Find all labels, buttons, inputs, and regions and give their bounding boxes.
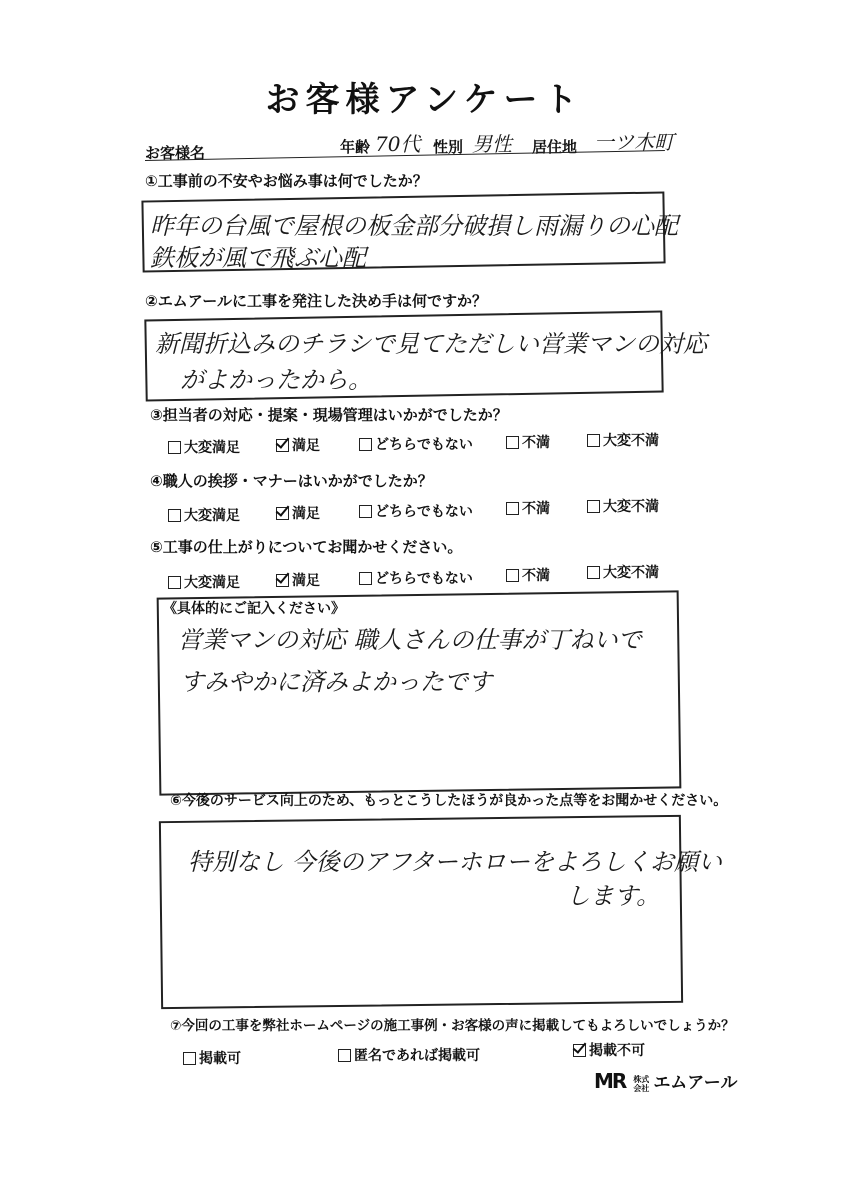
age-value: 70代 <box>375 132 421 156</box>
checkbox-icon <box>359 438 372 451</box>
checkbox-icon <box>506 436 519 449</box>
q1-answer-line-2: 鉄板が風で飛ぶ心配 <box>150 244 366 272</box>
checkbox-icon <box>587 566 600 579</box>
company-name: エムアール <box>653 1073 738 1093</box>
q6-answer-line-2: します。 <box>566 882 661 910</box>
company-logo <box>594 1068 737 1093</box>
checkbox-icon <box>506 502 519 515</box>
q5-option-dissatisfied[interactable]: 不満 <box>506 565 550 585</box>
q3-option-dissatisfied[interactable]: 不満 <box>506 432 550 452</box>
q2-question: ②エムアールに工事を発注した決め手は何ですか？ <box>145 292 487 310</box>
age-label: 年齢 <box>340 138 371 156</box>
checked-checkbox-icon <box>276 439 289 452</box>
q6-question: ⑥今後のサービス向上のため、もっとこうしたほうが良かった点等をお聞かせください。 <box>170 793 728 809</box>
q7-option-anonymous[interactable]: 匿名であれば掲載可 <box>338 1045 480 1065</box>
checkbox-icon <box>168 441 181 454</box>
q4-option-dissatisfied[interactable]: 不満 <box>506 498 550 518</box>
gender-value: 男性 <box>472 132 512 156</box>
q5-question: ⑤工事の仕上がりについてお聞かせください。 <box>150 538 463 556</box>
residence-label: 居住地 <box>532 138 578 156</box>
q2-answer-line-1: 新聞折込みのチラシで見てただしい営業マンの対応 <box>155 330 707 358</box>
details-answer-line-2: すみやかに済みよかったです <box>180 668 492 696</box>
q4-option-satisfied[interactable]: 満足 <box>276 503 320 523</box>
page-title: お客様アンケート <box>265 80 584 120</box>
q3-option-very-satisfied[interactable]: 大変満足 <box>168 437 240 457</box>
checkbox-icon <box>587 500 600 513</box>
q1-question: ①工事前の不安やお悩み事は何でしたか？ <box>145 172 428 190</box>
details-answer-line-1: 営業マンの対応 職人さんの仕事が丁ねいで <box>178 626 642 654</box>
q4-option-very-dissatisfied[interactable]: 大変不満 <box>587 496 659 516</box>
q7-question: ⑦今回の工事を弊社ホームページの施工事例・お客様の声に掲載してもよろしいでしょうか？ <box>170 1018 735 1034</box>
kabushiki-kaisha-mark: 株式 会社 <box>633 1075 650 1093</box>
checkbox-icon <box>183 1052 196 1065</box>
q5-option-very-dissatisfied[interactable]: 大変不満 <box>587 562 659 582</box>
q4-option-very-satisfied[interactable]: 大変満足 <box>168 505 240 525</box>
q7-option-not-allowed[interactable]: 掲載不可 <box>573 1040 645 1060</box>
q4-option-neutral[interactable]: どちらでもない <box>359 501 473 521</box>
checkbox-icon <box>506 569 519 582</box>
logo-mark-icon: MR <box>594 1069 626 1093</box>
q3-option-satisfied[interactable]: 満足 <box>276 435 320 455</box>
checked-checkbox-icon <box>276 574 289 587</box>
q4-question: ④職人の挨拶・マナーはいかがでしたか？ <box>150 472 433 490</box>
q1-answer-line-1: 昨年の台風で屋根の板金部分破損し雨漏りの心配 <box>150 212 678 240</box>
checked-checkbox-icon <box>276 507 289 520</box>
checkbox-icon <box>168 576 181 589</box>
residence-value: 一ツ木町 <box>594 130 674 154</box>
q5-option-satisfied[interactable]: 満足 <box>276 570 320 590</box>
gender-label: 性別 <box>433 138 464 156</box>
q5-option-very-satisfied[interactable]: 大変満足 <box>168 572 240 592</box>
details-label: 《具体的にご記入ください》 <box>163 601 345 617</box>
checkbox-icon <box>338 1049 351 1062</box>
checkbox-icon <box>359 572 372 585</box>
q7-option-allowed[interactable]: 掲載可 <box>183 1048 241 1068</box>
q5-option-neutral[interactable]: どちらでもない <box>359 568 473 588</box>
q3-option-neutral[interactable]: どちらでもない <box>359 434 473 454</box>
checkbox-icon <box>168 509 181 522</box>
checkbox-icon <box>359 505 372 518</box>
q6-answer-line-1: 特別なし 今後のアフターホローをよろしくお願い <box>188 848 722 876</box>
customer-name-label: お客様名 <box>145 144 206 162</box>
checked-checkbox-icon <box>573 1044 586 1057</box>
q3-question: ③担当者の対応・提案・現場管理はいかがでしたか？ <box>150 406 508 424</box>
q3-option-very-dissatisfied[interactable]: 大変不満 <box>587 430 659 450</box>
checkbox-icon <box>587 434 600 447</box>
q2-answer-line-2: がよかったから。 <box>180 366 372 394</box>
